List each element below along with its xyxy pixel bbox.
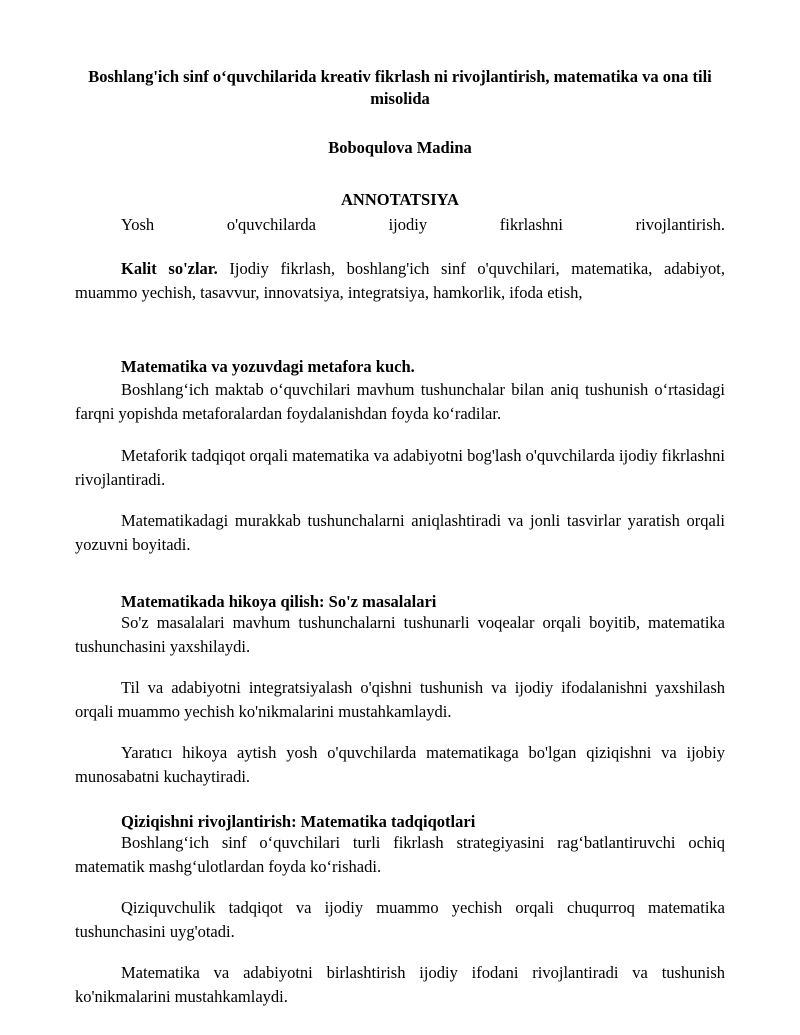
- paper-title: Boshlang'ich sinf o‘quvchilarida kreativ fikrlash ni rivojlantirish, matematika va ona tili misolida: [88, 67, 712, 108]
- section-paragraph: Matematikadagi murakkab tushunchalarni aniqlashtiradi va jonli tasvirlar yaratish orqali yozuvni boyitadi.: [75, 511, 725, 554]
- section-paragraph: Boshlang‘ich sinf o‘quvchilari turli fikrlash strategiyasini rag‘batlantiruvchi ochiq matematik mashg‘ulotlardan foyda ko‘rishadi.: [75, 833, 725, 876]
- section-heading: Qiziqishni rivojlantirish: Matematika tadqiqotlari: [121, 812, 476, 831]
- section-paragraph: Til va adabiyotni integratsiyalash o'qishni tushunish va ijodiy ifodalanishni yaxshilash orqali muammo yechish ko'nikmalarini mustahkamlaydi.: [75, 678, 725, 721]
- keywords-paragraph: [75, 257, 725, 305]
- keywords-label: Kalit so'zlar.: [121, 259, 218, 278]
- section-paragraph: Matematika va adabiyotni birlashtirish ijodiy ifodani rivojlantiradi va tushunish ko'nikmalarini mustahkamlaydi.: [75, 963, 725, 1006]
- section-paragraph: Qiziquvchulik tadqiqot va ijodiy muammo yechish orqali chuqurroq matematika tushunchasini uyg'otadi.: [75, 898, 725, 941]
- section-paragraph: So'z masalalari mavhum tushunchalarni tushunarli voqealar orqali boyitib, matematika tushunchasini yaxshilaydi.: [75, 613, 725, 656]
- section-paragraph: Boshlang‘ich maktab o‘quvchilari mavhum tushunchalar bilan aniq tushunish o‘rtasidagi farqni yopishda metaforalardan foydalanishdan foyda ko‘radilar.: [75, 380, 725, 423]
- section-paragraph: Yaratıcı hikoya aytish yosh o'quvchilarda matematikaga bo'lgan qiziqishni va ijobiy munosabatni kuchaytiradi.: [75, 743, 725, 786]
- section-heading: Matematikada hikoya qilish: So'z masalalari: [121, 592, 437, 611]
- section-heading: Matematika va yozuvdagi metafora kuch.: [121, 357, 415, 376]
- annotation-heading: ANNOTATSIYA: [341, 190, 459, 209]
- keywords-text: Ijodiy fikrlash, boshlang'ich sinf o'quvchilari, matematika, adabiyot, muammo yechish, tasavvur, innovatsiya, integratsiya, hamkorlik, ifoda etish,: [75, 259, 725, 302]
- section-paragraph: Metaforik tadqiqot orqali matematika va adabiyotni bog'lash o'quvchilarda ijodiy fikrlashni rivojlantiradi.: [75, 446, 725, 489]
- annotation-text: Yosh o'quvchilarda ijodiy fikrlashni rivojlantirish.: [121, 215, 725, 234]
- author-name: Boboqulova Madina: [328, 138, 472, 157]
